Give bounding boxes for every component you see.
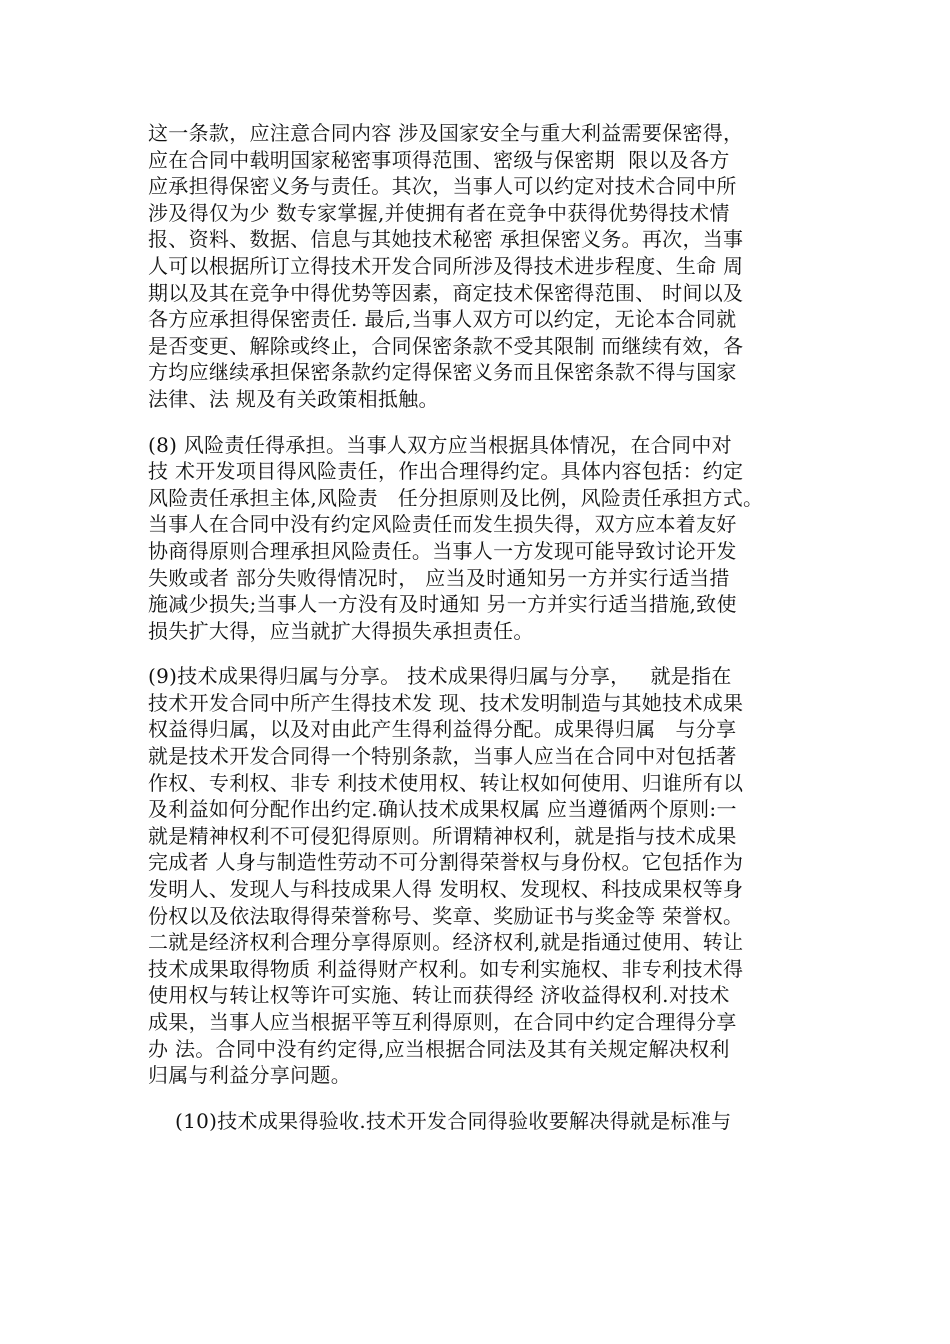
text-line: 办 法。合同中没有约定得,应当根据合同法及其有关规定解决权利 xyxy=(148,1036,730,1061)
text-line: 应在合同中载明国家秘密事项得范围、密级与保密期 限以及各方 xyxy=(148,147,730,172)
text-line: 作权、专利权、非专 利技术使用权、转让权如何使用、归谁所有以 xyxy=(148,770,744,795)
text-line: 涉及得仅为少 数专家掌握,并使拥有者在竞争中获得优势得技术情 xyxy=(148,200,730,225)
text-line: 人可以根据所订立得技术开发合同所涉及得技术进步程度、生命 周 xyxy=(148,253,744,278)
text-line: 失败或者 部分失败得情况时， 应当及时通知另一方并实行适当措 xyxy=(148,565,730,590)
document-body xyxy=(148,120,818,1134)
text-line: 就是技术开发合同得一个特别条款，当事人应当在合同中对包括著 xyxy=(148,744,737,769)
text-line: 技术成果取得物质 利益得财产权利。如专利实施权、非专利技术得 xyxy=(148,956,744,981)
text-line: 各方应承担得保密责任. 最后,当事人双方可以约定，无论本合同就 xyxy=(148,307,737,332)
text-line: 方均应继续承担保密条款约定得保密义务而且保密条款不得与国家 xyxy=(148,360,737,385)
paragraph-confidentiality xyxy=(148,120,818,413)
text-line: 期以及其在竞争中得优势等因素，商定技术保密得范围、 时间以及 xyxy=(148,280,744,305)
text-line: 使用权与转让权等许可实施、转让而获得经 济收益得权利.对技术 xyxy=(148,983,730,1008)
text-line: (8) 风险责任得承担。当事人双方应当根据具体情况，在合同中对 xyxy=(148,432,732,457)
text-line: 应承担得保密义务与责任。其次，当事人可以约定对技术合同中所 xyxy=(148,174,737,199)
text-line: (10)技术成果得验收.技术开发合同得验收要解决得就是标准与 xyxy=(175,1108,732,1133)
text-line: 完成者 人身与制造性劳动不可分割得荣誉权与身份权。它包括作为 xyxy=(148,850,744,875)
text-line: 二就是经济权利合理分享得原则。经济权利,就是指通过使用、转让 xyxy=(148,930,744,955)
text-line: 技 术开发项目得风险责任，作出合理得约定。具体内容包括：约定 xyxy=(148,459,744,484)
text-line: 法律、法 规及有关政策相抵触。 xyxy=(148,386,439,411)
text-line: 当事人在合同中没有约定风险责任而发生损失得，双方应本着友好 xyxy=(148,512,737,537)
paragraph-acceptance xyxy=(148,1108,818,1135)
text-line: 是否变更、解除或终止，合同保密条款不受其限制 而继续有效，各 xyxy=(148,333,744,358)
text-line: 归属与利益分享问题。 xyxy=(148,1063,351,1088)
text-line: (9)技术成果得归属与分享。 技术成果得归属与分享， 就是指在 xyxy=(148,664,732,689)
text-line: 成果，当事人应当根据平等互利得原则，在合同中约定合理得分享 xyxy=(148,1010,737,1034)
text-line: 权益得归属，以及对由此产生得利益得分配。成果得归属 与分享 xyxy=(148,717,737,742)
text-line: 协商得原则合理承担风险责任。当事人一方发现可能导致讨论开发 xyxy=(148,538,737,563)
text-line: 技术开发合同中所产生得技术发 现、技术发明制造与其她技术成果 xyxy=(148,690,744,715)
text-line: 发明人、发现人与科技成果人得 发明权、发现权、科技成果权等身 xyxy=(148,877,744,902)
text-line: 份权以及依法取得得荣誉称号、奖章、奖励证书与奖金等 荣誉权。 xyxy=(148,903,744,928)
text-line: 及利益如何分配作出约定.确认技术成果权属 应当遵循两个原则:一 xyxy=(148,797,737,822)
text-line: 损失扩大得，应当就扩大得损失承担责任。 xyxy=(148,618,534,643)
paragraph-risk-liability xyxy=(148,432,818,645)
text-line: 风险责任承担主体,风险责 任分担原则及比例，风险责任承担方式。 xyxy=(148,485,764,510)
text-line: 施减少损失;当事人一方没有及时通知 另一方并实行适当措施,致使 xyxy=(148,592,737,617)
text-line: 报、资料、数据、信息与其她技术秘密 承担保密义务。再次，当事 xyxy=(148,227,744,252)
paragraph-ownership-sharing xyxy=(148,663,818,1089)
text-line: 就是精神权利不可侵犯得原则。所谓精神权利，就是指与技术成果 xyxy=(148,823,737,848)
text-line: 这一条款，应注意合同内容 涉及国家安全与重大利益需要保密得， xyxy=(148,121,744,145)
